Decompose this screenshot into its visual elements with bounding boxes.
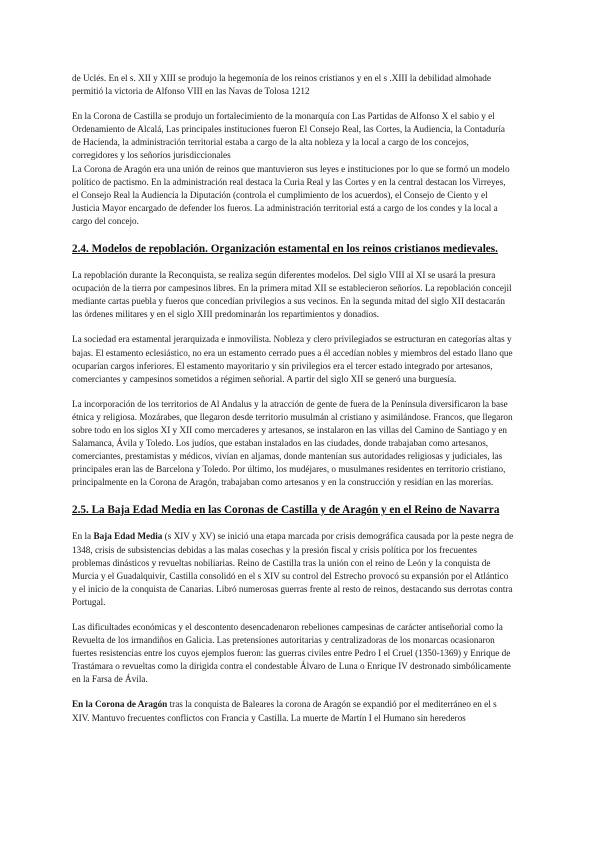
paragraph-7-bold-term: Baja Edad Media (93, 531, 163, 542)
paragraph-6: La incorporación de los territorios de Al Andalus y la atracción de gente de fuera de la Península diversificaron la base étnica y religiosa. Mozárabes, que llegaron desde territorio musulmán al cristiano y asimilándose. Francos, que llegaron sobre todo en los siglos XI y XII como mercaderes y artesanos, se instalaron en las villas del Camino de Santiago y en Salamanca, Ávila y Toledo. Los judíos, que estaban instalados en las ciudades, donde trabajaban como artesanos, comerciantes, prestamistas y médicos, vivían en aljamas, donde mantenían sus autoridades religiosas y judiciales, las principales eran las de Barcelona y Toledo. Por último, los mudéjares, o musulmanes residentes en territorio cristiano, principalmente en la Corona de Aragón, trabajaban como artesanos y en la construcción y residían en las morerías. (72, 398, 513, 488)
section-heading-2-4: 2.4. Modelos de repoblación. Organización estamental en los reinos cristianos medievales. (72, 243, 498, 256)
paragraph-9-bold-term: En la Corona de Aragón (72, 699, 168, 710)
paragraph-4: La repoblación durante la Reconquista, se realiza según diferentes modelos. Del siglo VIII al XI se usará la presura ocupación de la tierra por campesinos libres. En la primera mitad XII se establecieron señoríos. La repoblación concejil mediante cartas puebla y fueros que concedían privilegios a sus vecinos. En la segunda mitad del siglo XII destacarán las órdenes militares y en el siglo XIII predominarán los repartimientos y donadíos. (72, 270, 512, 320)
paragraph-8: Las dificultades económicas y el descontento desencadenaron rebeliones campesinas de carácter antiseñorial como la Revuelta de los irmandiños en Galicia. Las pretensiones autoritarias y centralizadoras de los monarcas ocasionaron fuertes resistencias entre los cuyos ejemplos fueron: las guerras civiles entre Pedro I el Cruel (1350-1369) y Enrique de Trastámara o revueltas como la dirigida contra el condestable Álvaro de Luna o Enrique IV destronado simbólicamente en la Farsa de Ávila. (72, 622, 511, 685)
paragraph-7-body: (s XIV y XV) se inició una etapa marcada por crisis demográfica causada por la peste negra de 1348, crisis de subsistencias debidas a las malas cosechas y la presión fiscal y crisis política por los frecuentes problemas dinásticos y revueltas nobiliarias. Reino de Castilla tras la unión con el reino de León y la conquista de Murcia y el Guadalquivir, Castilla consolidó en el s XIV su control del Estrecho provocó su expansión por el Atlántico y el inicio de la conquista de Canarias. Libró numerosas guerras frente al resto de reinos, destacando sus derrotas contra Portugal. (72, 531, 514, 607)
section-heading-2-5: 2.5. La Baja Edad Media en las Coronas de Castilla y de Aragón y en el Reino de Navarra (72, 504, 500, 517)
paragraph-9-body: tras la conquista de Baleares la corona de Aragón se expandió por el mediterráneo en el s XIV. Mantuvo frecuentes conflictos con Francia y Castilla. La muerte de Martín I el Humano sin herederos (72, 699, 497, 723)
paragraph-5: La sociedad era estamental jerarquizada e inmovilista. Nobleza y clero privilegiados se estructuran en categorías altas y bajas. El estamento eclesiástico, no era un estamento cerrado pues a él accedían nobles y miembros del estado llano que ocuparían cargos inferiores. El estamento mayoritario y sin privilegios era el tercer estado integrado por artesanos, comerciantes y campesinos sometidos a régimen señorial. A partir del siglo XII se generó una burguesía. (72, 334, 513, 384)
paragraph-3: La Corona de Aragón era una unión de reinos que mantuvieron sus leyes e instituciones por lo que se formó un modelo político de pactismo. En la administración real destaca la Curia Real y las Cortes y en la central destacan los Virreyes, el Consejo Real la Audiencia la Diputación (controla el cumplimiento de los acuerdos), el Consejo de Ciento y el Justicia Mayor encargado de defender los fueros. La administración territorial está a cargo de los condes y la local a cargo del concejo. (72, 163, 510, 226)
paragraph-1: de Uclés. En el s. XII y XIII se produjo la hegemonía de los reinos cristianos y en el s .XIII la debilidad almohade permitió la victoria de Alfonso VIII en las Navas de Tolosa 1212 (72, 73, 491, 97)
paragraph-7 (72, 530, 514, 609)
paragraph-7-lead: En la (72, 531, 94, 542)
paragraph-9 (72, 698, 514, 724)
paragraph-2: En la Corona de Castilla se produjo un fortalecimiento de la monarquía con Las Partidas de Alfonso X el sabio y el Ordenamiento de Alcalá, Las principales instituciones fueron El Consejo Real, las Cortes, la Audiencia, la Contaduría de Hacienda, la administración territorial estaba a cargo de la alta nobleza y la local a cargo de los concejos, corregidores y los señoríos jurisdiccionales (72, 111, 505, 161)
